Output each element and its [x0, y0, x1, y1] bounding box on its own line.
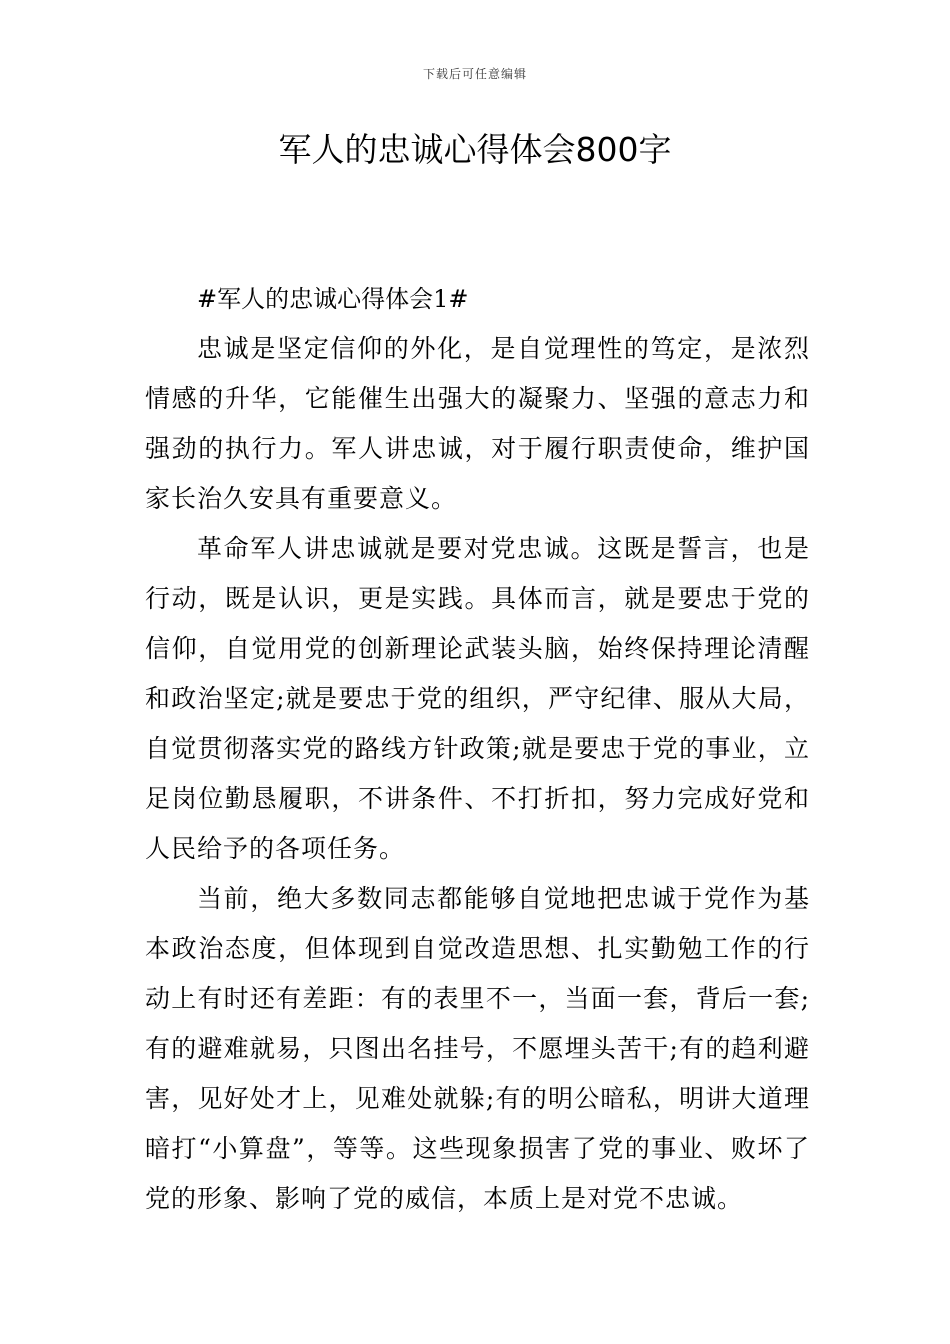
header-note: 下载后可任意编辑	[422, 67, 527, 81]
paragraph-3: 当前，绝大多数同志都能够自觉地把忠诚于党作为基本政治态度，但体现到自觉改造思想、扎实勤勉工作的行动上有时还有差距：有的表里不一，当面一套，背后一套;有的避难就易，只图出名挂号，不愿埋头苦干;有的趋利避害，见好处才上，见难处就躲;有的明公暗私，明讲大道理暗打“小算盘”，等等。这些现象损害了党的事业、败坏了党的形象、影响了党的威信，本质上是对党不忠诚。	[145, 884, 810, 1213]
paragraph-1: 忠诚是坚定信仰的外化，是自觉理性的笃定，是浓烈情感的升华，它能催生出强大的凝聚力、坚强的意志力和强劲的执行力。军人讲忠诚，对于履行职责使命，维护国家长治久安具有重要意义。	[145, 334, 810, 513]
paragraph-2: 革命军人讲忠诚就是要对党忠诚。这既是誓言，也是行动，既是认识，更是实践。具体而言，就是要忠于党的信仰，自觉用党的创新理论武装头脑，始终保持理论清醒和政治坚定;就是要忠于党的组织，严守纪律、服从大局，自觉贯彻落实党的路线方针政策;就是要忠于党的事业，立足岗位勤恳履职，不讲条件、不打折扣，努力完成好党和人民给予的各项任务。	[145, 534, 810, 863]
section-heading: #军人的忠诚心得体会1#	[197, 285, 469, 313]
document-title: 军人的忠诚心得体会800字	[278, 130, 672, 169]
document-body	[145, 274, 810, 1224]
